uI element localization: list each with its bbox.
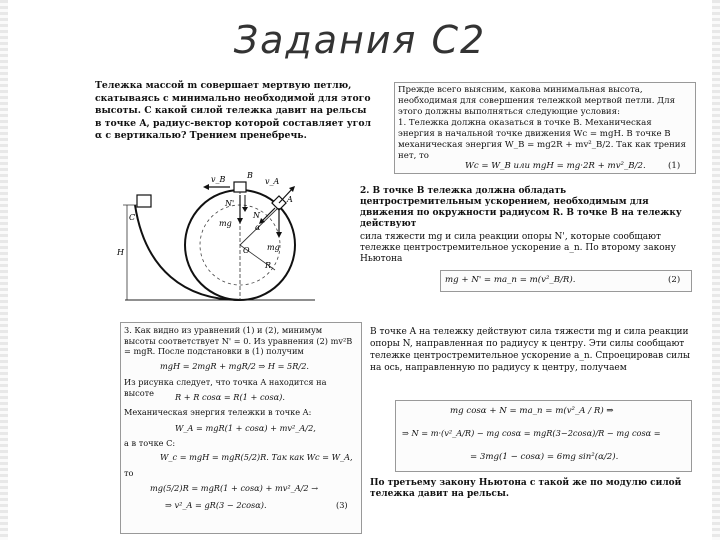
- step3-text2: Из рисунка следует, что точка A находится на высоте: [124, 377, 327, 398]
- step3-formula5: mg(5/2)R = mgR(1 + cosα) + mv²_A/2 →: [150, 483, 319, 493]
- gravity-b-arrowhead: [237, 218, 243, 224]
- left-border: [0, 0, 8, 540]
- step1-formula: Wc = W_B или mgH = mg·2R + mv²_B/2.: [465, 161, 646, 171]
- step3-formula6: ⇒ v²_A = gR(3 − 2cosα).: [165, 500, 267, 510]
- page-title: Задания С2: [233, 18, 487, 62]
- step1-number: (1): [668, 161, 681, 171]
- problem-text: Тележка массой m совершает мертвую петлю, скатываясь с минимально необходимой для этого высоты. С какой силой тележка давит на рельсы в точке A, радиус-вектор которой составляет угол α с вертикалью? Трением пренебречь.: [95, 80, 372, 141]
- label-alpha: α: [255, 223, 261, 232]
- label-vb: v_B: [211, 175, 226, 184]
- step4-text1: В точке A на тележку действуют сила тяжести mg и сила реакции опоры N, направленная по радиусу к центру. Эти силы сообщают тележке центростремительное ускорение a_n. Спроецировав силы на ось, направленную по радиусу к центру, получаем: [370, 327, 691, 373]
- label-r: R: [265, 261, 272, 270]
- normal-b-arrowhead: [242, 207, 248, 212]
- label-c: C: [129, 213, 136, 222]
- normal-a-arrow: [261, 208, 275, 222]
- label-o: O: [243, 246, 250, 255]
- step2-number: (2): [668, 275, 681, 285]
- step3-text5: то: [124, 468, 134, 478]
- step3-formula4: W_c = mgH = mgR(5/2)R. Так как Wc = W_A,: [160, 452, 353, 462]
- label-va: v_A: [265, 177, 280, 186]
- step1-intro: Прежде всего выясним, какова минимальная высота, необходимая для совершения тележкой мертвой петли. Для этого должны выполняться следующие условия:: [398, 85, 676, 117]
- step2-text1: 2. В точке B тележка должна обладать центростремительным ускорением, необходимым для движения по окружности радиусом R. В точке B на тележку действуют: [360, 186, 682, 229]
- label-h: H: [117, 248, 124, 257]
- step4-formula1: mg cosα + N = ma_n = m(v²_A / R) ⇒: [450, 406, 614, 416]
- step3-text1: 3. Как видно из уравнений (1) и (2), минимум высоты соответствует N' = 0. Из уравнения (2) mv²B = mgR. После подстановки в (1) получим: [124, 325, 353, 356]
- label-b: B: [247, 171, 253, 180]
- step3-formula2: R + R cosα = R(1 + cosα).: [175, 392, 285, 402]
- label-n-prime: N': [225, 199, 235, 208]
- step4-formula3: = 3mg(1 − cosα) = 6mg sin²(α/2).: [470, 452, 619, 462]
- label-mg-b: mg: [219, 219, 232, 228]
- step2-text2: сила тяжести mg и сила реакции опоры N', которые сообщают тележке центростремительное ускорение a_n. По второму закону Ньютона: [360, 232, 676, 264]
- loop-figure: [115, 160, 365, 320]
- step3-formula3: W_A = mgR(1 + cosα) + mv²_A/2,: [175, 423, 316, 433]
- cart-at-b: [234, 182, 246, 192]
- step3-number: (3): [336, 500, 348, 510]
- step2-formula: mg + N' = ma_n = m(v²_B/R).: [445, 275, 576, 285]
- label-n: N: [253, 211, 260, 220]
- gravity-a-arrowhead: [276, 232, 282, 238]
- cart-at-c: [137, 195, 151, 207]
- right-border: [712, 0, 720, 540]
- step4-formula2: ⇒ N = m·(v²_A/R) − mg cosα = mgR(3−2cosα)/R − mg cosα =: [402, 428, 661, 438]
- step1-item: 1. Тележка должна оказаться в точке B. Механическая энергия в начальной точке движения Wc = mgH. В точке B механическая энергия W_B = mg2R + mv²_B/2. Так как трения нет, то: [398, 118, 686, 161]
- step3-text3: Механическая энергия тележки в точке A:: [124, 407, 312, 417]
- step4-text2: По третьему закону Ньютона с такой же по модулю силой тележка давит на рельсы.: [370, 478, 682, 499]
- step3-text4: а в точке C:: [124, 438, 176, 448]
- label-mg-a: mg: [267, 243, 280, 252]
- label-a: A: [287, 195, 293, 204]
- step3-formula1: mgH = 2mgR + mgR/2 ⇒ H = 5R/2.: [160, 361, 310, 371]
- velocity-b-arrowhead: [203, 184, 209, 190]
